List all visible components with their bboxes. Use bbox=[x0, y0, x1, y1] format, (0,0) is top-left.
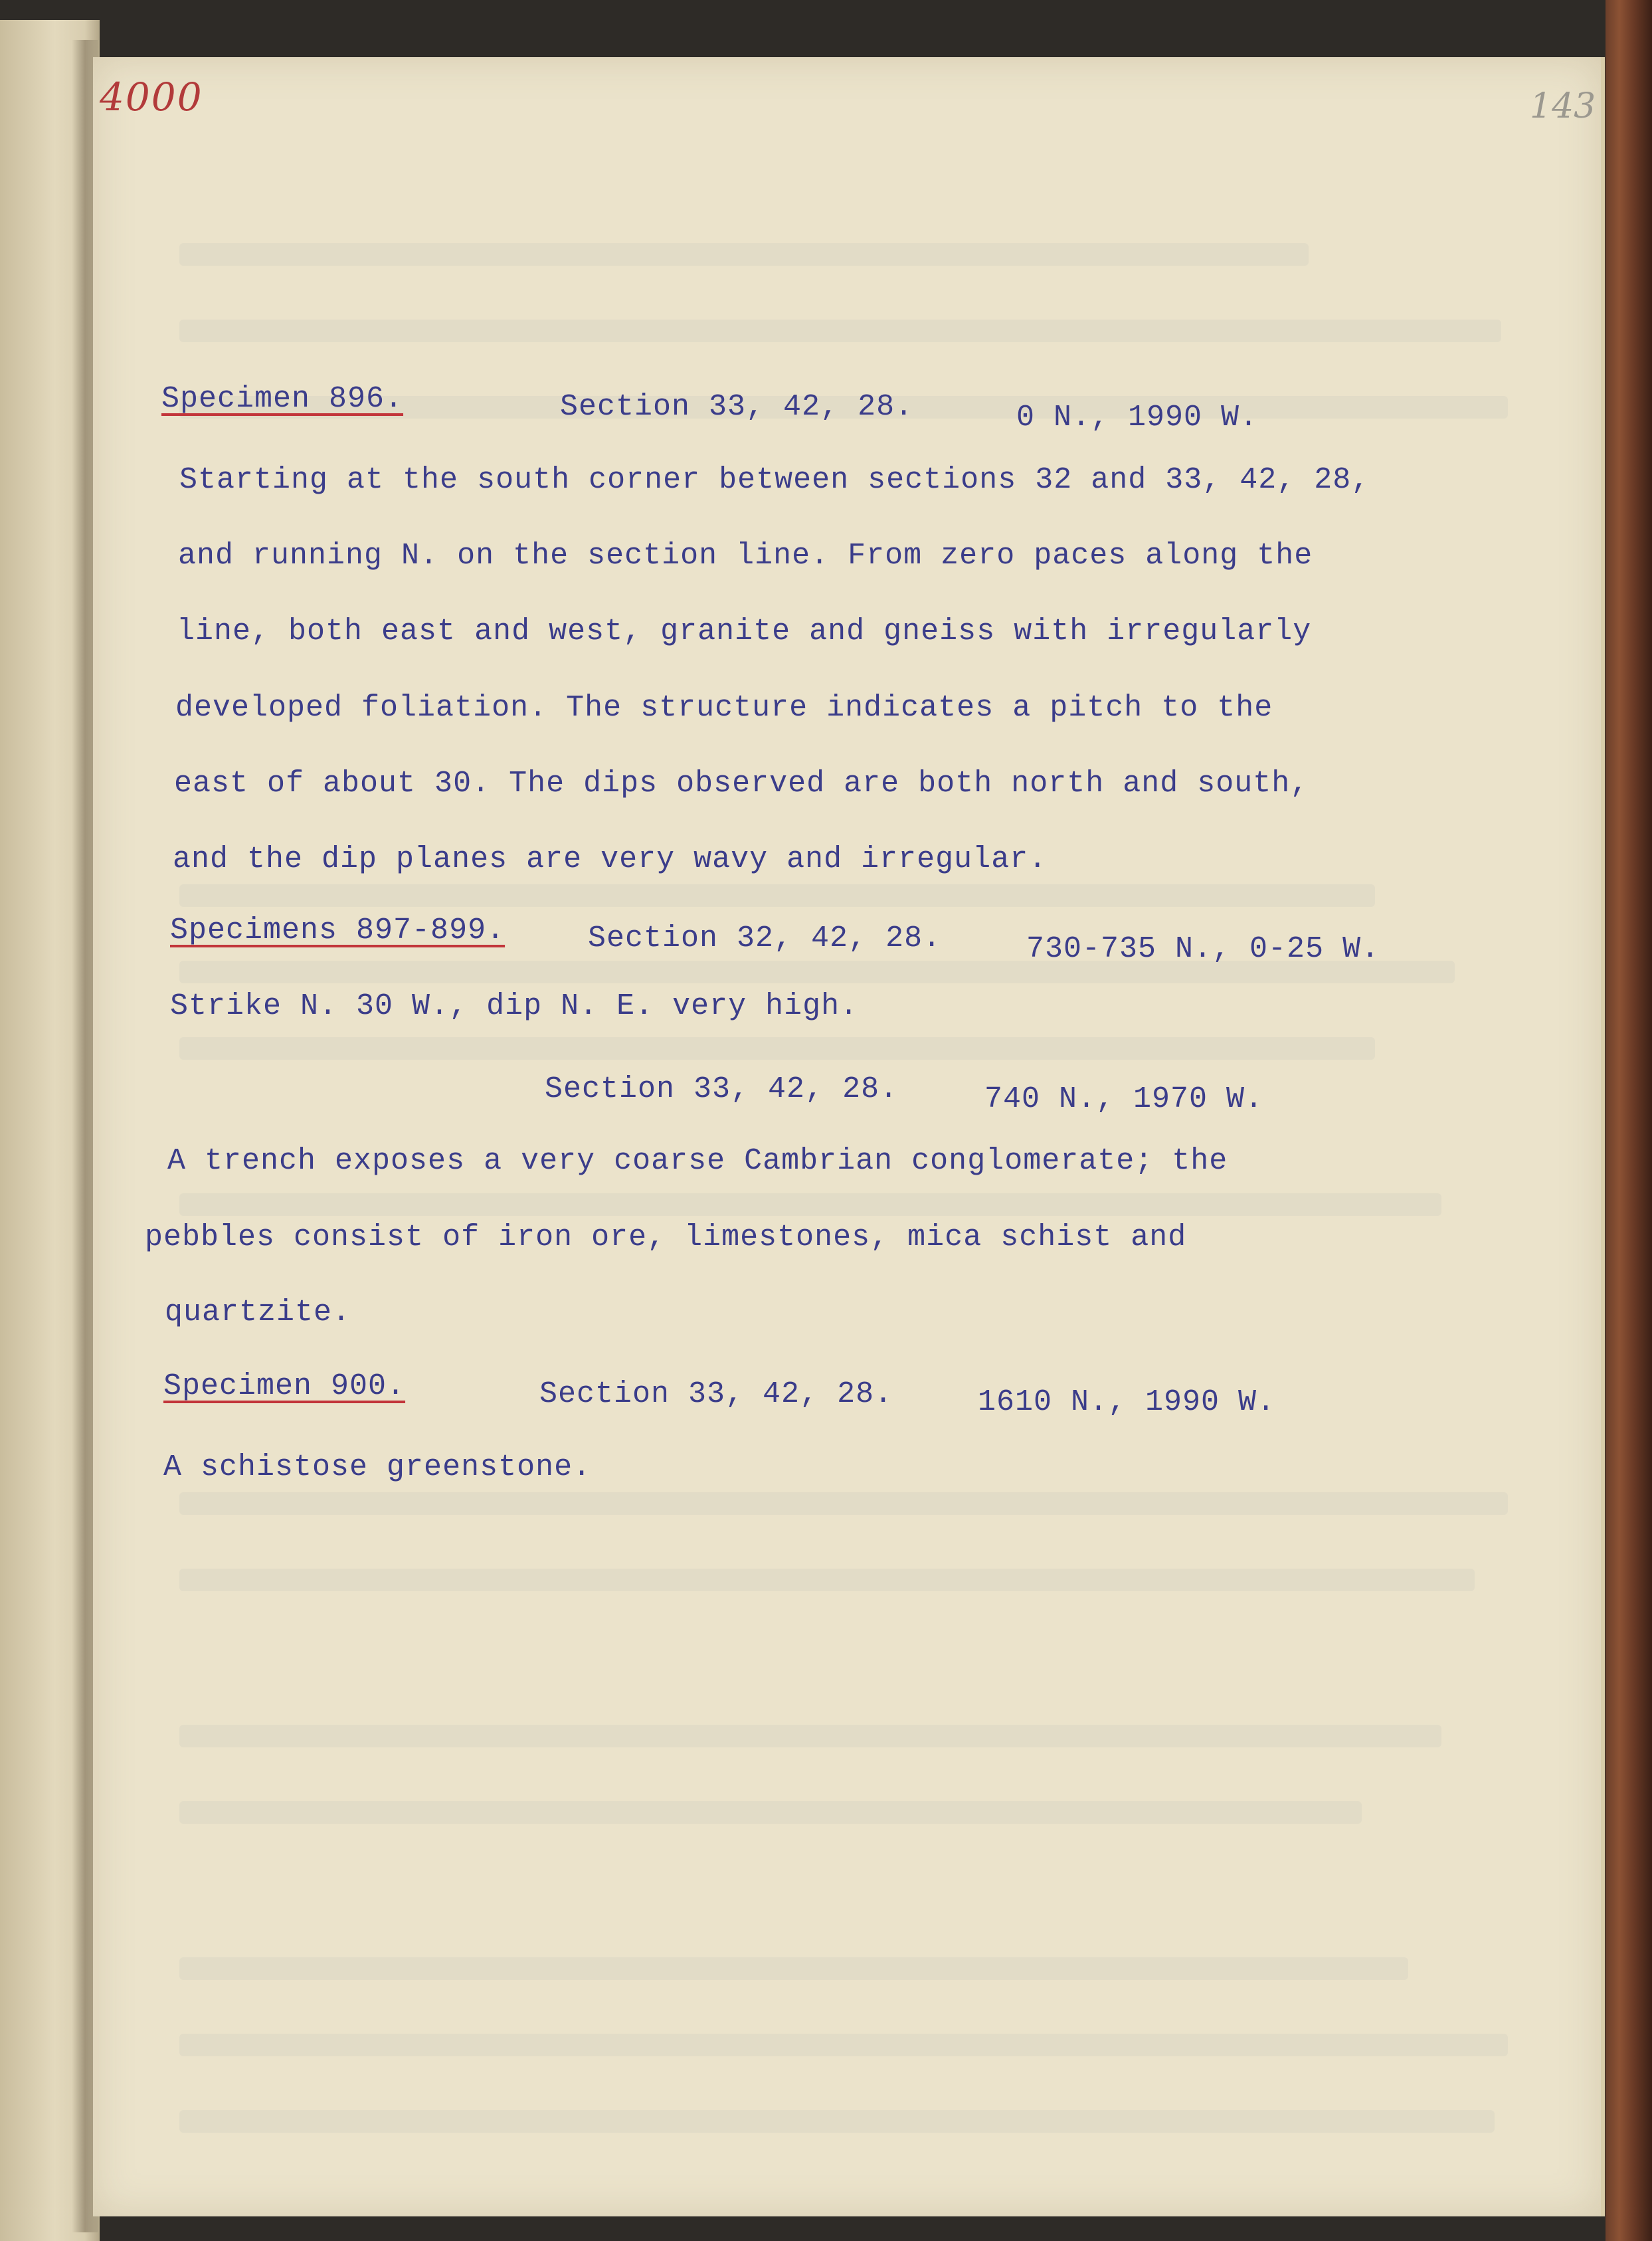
entry-section: Section 32, 42, 28. bbox=[588, 922, 942, 955]
entry-location: 1610 N., 1990 W. bbox=[978, 1385, 1276, 1419]
entry-text-line: quartzite. bbox=[165, 1296, 351, 1329]
bleed-through-line bbox=[179, 1569, 1475, 1591]
entry-text-line: and the dip planes are very wavy and irregular. bbox=[173, 842, 1048, 876]
entry-location: 0 N., 1990 W. bbox=[1016, 401, 1259, 435]
handwritten-page-number: 143 bbox=[1530, 86, 1596, 126]
entry-heading: Specimen 896. bbox=[161, 382, 404, 416]
notebook-page bbox=[93, 57, 1605, 2216]
entry-section: Section 33, 42, 28. bbox=[539, 1377, 893, 1411]
entry-text-line: Starting at the south corner between sections 32 and 33, 42, 28, bbox=[179, 463, 1370, 497]
entry-text-line: and running N. on the section line. From zero paces along the bbox=[178, 539, 1313, 573]
entry-text-line: developed foliation. The structure indicates a pitch to the bbox=[175, 691, 1273, 725]
bleed-through-line bbox=[179, 320, 1501, 342]
bleed-through-line bbox=[179, 1492, 1508, 1515]
entry-text-line: A schistose greenstone. bbox=[163, 1450, 592, 1484]
entry-heading: Specimen 900. bbox=[163, 1369, 406, 1403]
entry-heading: Specimens 897-899. bbox=[170, 914, 505, 947]
book-binding bbox=[1606, 0, 1652, 2241]
entry-text-line: pebbles consist of iron ore, limestones, mica schist and bbox=[145, 1220, 1187, 1254]
entry-text-line: line, both east and west, granite and gneiss with irregularly bbox=[177, 615, 1312, 648]
bleed-through-line bbox=[179, 1957, 1408, 1980]
entry-text-line: A trench exposes a very coarse Cambrian conglomerate; the bbox=[167, 1144, 1228, 1178]
bleed-through-line bbox=[179, 1725, 1441, 1747]
bleed-through-line bbox=[179, 1801, 1362, 1824]
bleed-through-line bbox=[179, 243, 1309, 266]
entry-text-line: east of about 30. The dips observed are both north and south, bbox=[174, 767, 1309, 801]
bleed-through-line bbox=[179, 1037, 1375, 1060]
bleed-through-line bbox=[179, 1193, 1441, 1216]
bleed-through-line bbox=[179, 2034, 1508, 2056]
entry-location: 730-735 N., 0-25 W. bbox=[1026, 932, 1380, 966]
entry-section: Section 33, 42, 28. bbox=[560, 390, 914, 424]
entry-location: 740 N., 1970 W. bbox=[984, 1082, 1264, 1116]
bleed-through-line bbox=[179, 2110, 1495, 2133]
handwritten-catalog-number: 4000 bbox=[100, 74, 203, 120]
entry-section: Section 33, 42, 28. bbox=[545, 1072, 899, 1106]
bleed-through-line bbox=[179, 884, 1375, 907]
entry-text-line: Strike N. 30 W., dip N. E. very high. bbox=[170, 989, 859, 1023]
